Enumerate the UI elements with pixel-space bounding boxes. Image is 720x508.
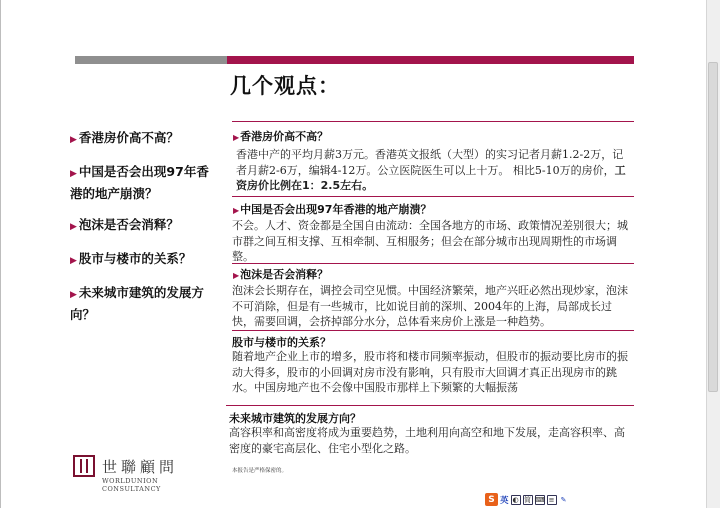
scrollbar-thumb[interactable] [708, 62, 718, 392]
section-heading-text: 香港房价高不高？ [240, 130, 329, 143]
outline-item-label: 香港房价高不高？ [78, 130, 179, 145]
section-body-text: 香港中产的平均月薪3万元。香港英文报纸（大型）的实习记者月薪1.2-2万，记者月薪2-6万，编辑4-12万。公立医院医生可以上十万。 相比5-10万的房价， [236, 148, 624, 177]
section-heading [233, 266, 328, 282]
section-heading-text: 中国是否会出现97年香港的地产崩溃？ [240, 203, 432, 216]
outline-item-label: 中国是否会出现97年香港的地产崩溃？ [70, 164, 209, 201]
section-rule [226, 405, 634, 406]
section-rule [232, 121, 634, 122]
outline-item-3 [70, 215, 230, 237]
wrench-icon[interactable]: ✎ [560, 495, 567, 504]
header-bar-accent [227, 56, 634, 64]
confidential-note: 本报告是严格保密的。 [232, 468, 288, 474]
page-title: 几个观点： [230, 74, 340, 98]
section-heading [233, 201, 431, 217]
section-heading: 未来城市建筑的发展方向？ [229, 412, 361, 425]
bullet-arrow-icon: ▶ [233, 271, 240, 280]
moon-icon[interactable]: ◐ [512, 495, 519, 504]
frame-border [0, 0, 1, 508]
keyboard-icon[interactable]: ⌨ [534, 495, 545, 504]
outline-item-4 [70, 249, 230, 271]
section-body: 高容积率和高密度将成为重要趋势，土地利用向高空和地下发展，走高容积率、高密度的豪宅高层化、住宅小型化之路。 [229, 426, 625, 455]
simplified-toggle[interactable]: 简 [524, 495, 532, 504]
section-heading: 股市与楼市的关系？ [232, 336, 331, 349]
bullet-arrow-icon: ▶ [70, 256, 77, 266]
logo-english-name: WORLDUNION CONSULTANCY [102, 477, 161, 493]
outline-item-1 [70, 128, 230, 150]
header-bar-gray [75, 56, 227, 64]
outline-item-label: 泡沫是否会消释？ [78, 217, 179, 232]
bullet-arrow-icon: ▶ [233, 133, 240, 142]
menu-icon[interactable]: ≡ [547, 495, 557, 505]
section-rule [232, 263, 634, 264]
section-heading-text: 泡沫是否会消释？ [240, 268, 329, 281]
section-body: 不会。人才、资金都是全国自由流动：全国各地方的市场、政策情况差别很大；城市群之间互相支撑、互相牵制、互相服务；但会在部分城市出现周期性的市场调整。 [232, 219, 628, 263]
ime-logo-icon[interactable]: S [485, 493, 498, 506]
bullet-arrow-icon: ▶ [70, 222, 77, 232]
vertical-scrollbar[interactable] [706, 0, 720, 508]
outline-item-label: 股市与楼市的关系？ [78, 251, 192, 266]
bullet-arrow-icon: ▶ [70, 290, 77, 300]
section-body [236, 147, 626, 194]
section-heading [233, 128, 328, 144]
company-logo [73, 455, 208, 491]
logo-chinese-name: 世聯顧問 [102, 458, 179, 476]
bullet-arrow-icon: ▶ [70, 135, 77, 145]
section-rule [232, 196, 634, 197]
section-body: 泡沫会长期存在，调控会司空见惯。中国经济繁荣，地产兴旺必然出现炒家，泡沫不可消除，但是有一些城市，比如说目前的深圳、2004年的上海，局部成长过快，需要回调，会挤掉部分水分，总体看来房价上涨是一种趋势。 [232, 284, 628, 328]
outline-item-5 [70, 283, 210, 324]
outline-item-2 [70, 162, 210, 203]
section-body: 随着地产企业上市的增多，股市将和楼市同频率振动，但股市的振动要比房市的振动大得多，股市的小回调对房市没有影响，只有股市大回调才真正出现房市的跳水。中国房地产也不会像中国股市那样上下频繁的大幅振荡 [232, 350, 628, 394]
bullet-arrow-icon: ▶ [233, 206, 240, 215]
section-rule [232, 330, 634, 331]
outline-item-label: 未来城市建筑的发展方向？ [70, 285, 204, 322]
logo-mark-icon [73, 455, 95, 477]
bullet-arrow-icon: ▶ [70, 169, 77, 179]
ime-toolbar[interactable] [485, 493, 569, 506]
section-body-emphasis: 工资房价比例在1：2.5左右。 [236, 163, 626, 192]
left-outline [70, 128, 230, 336]
ime-language-toggle[interactable]: 英 [500, 495, 509, 506]
